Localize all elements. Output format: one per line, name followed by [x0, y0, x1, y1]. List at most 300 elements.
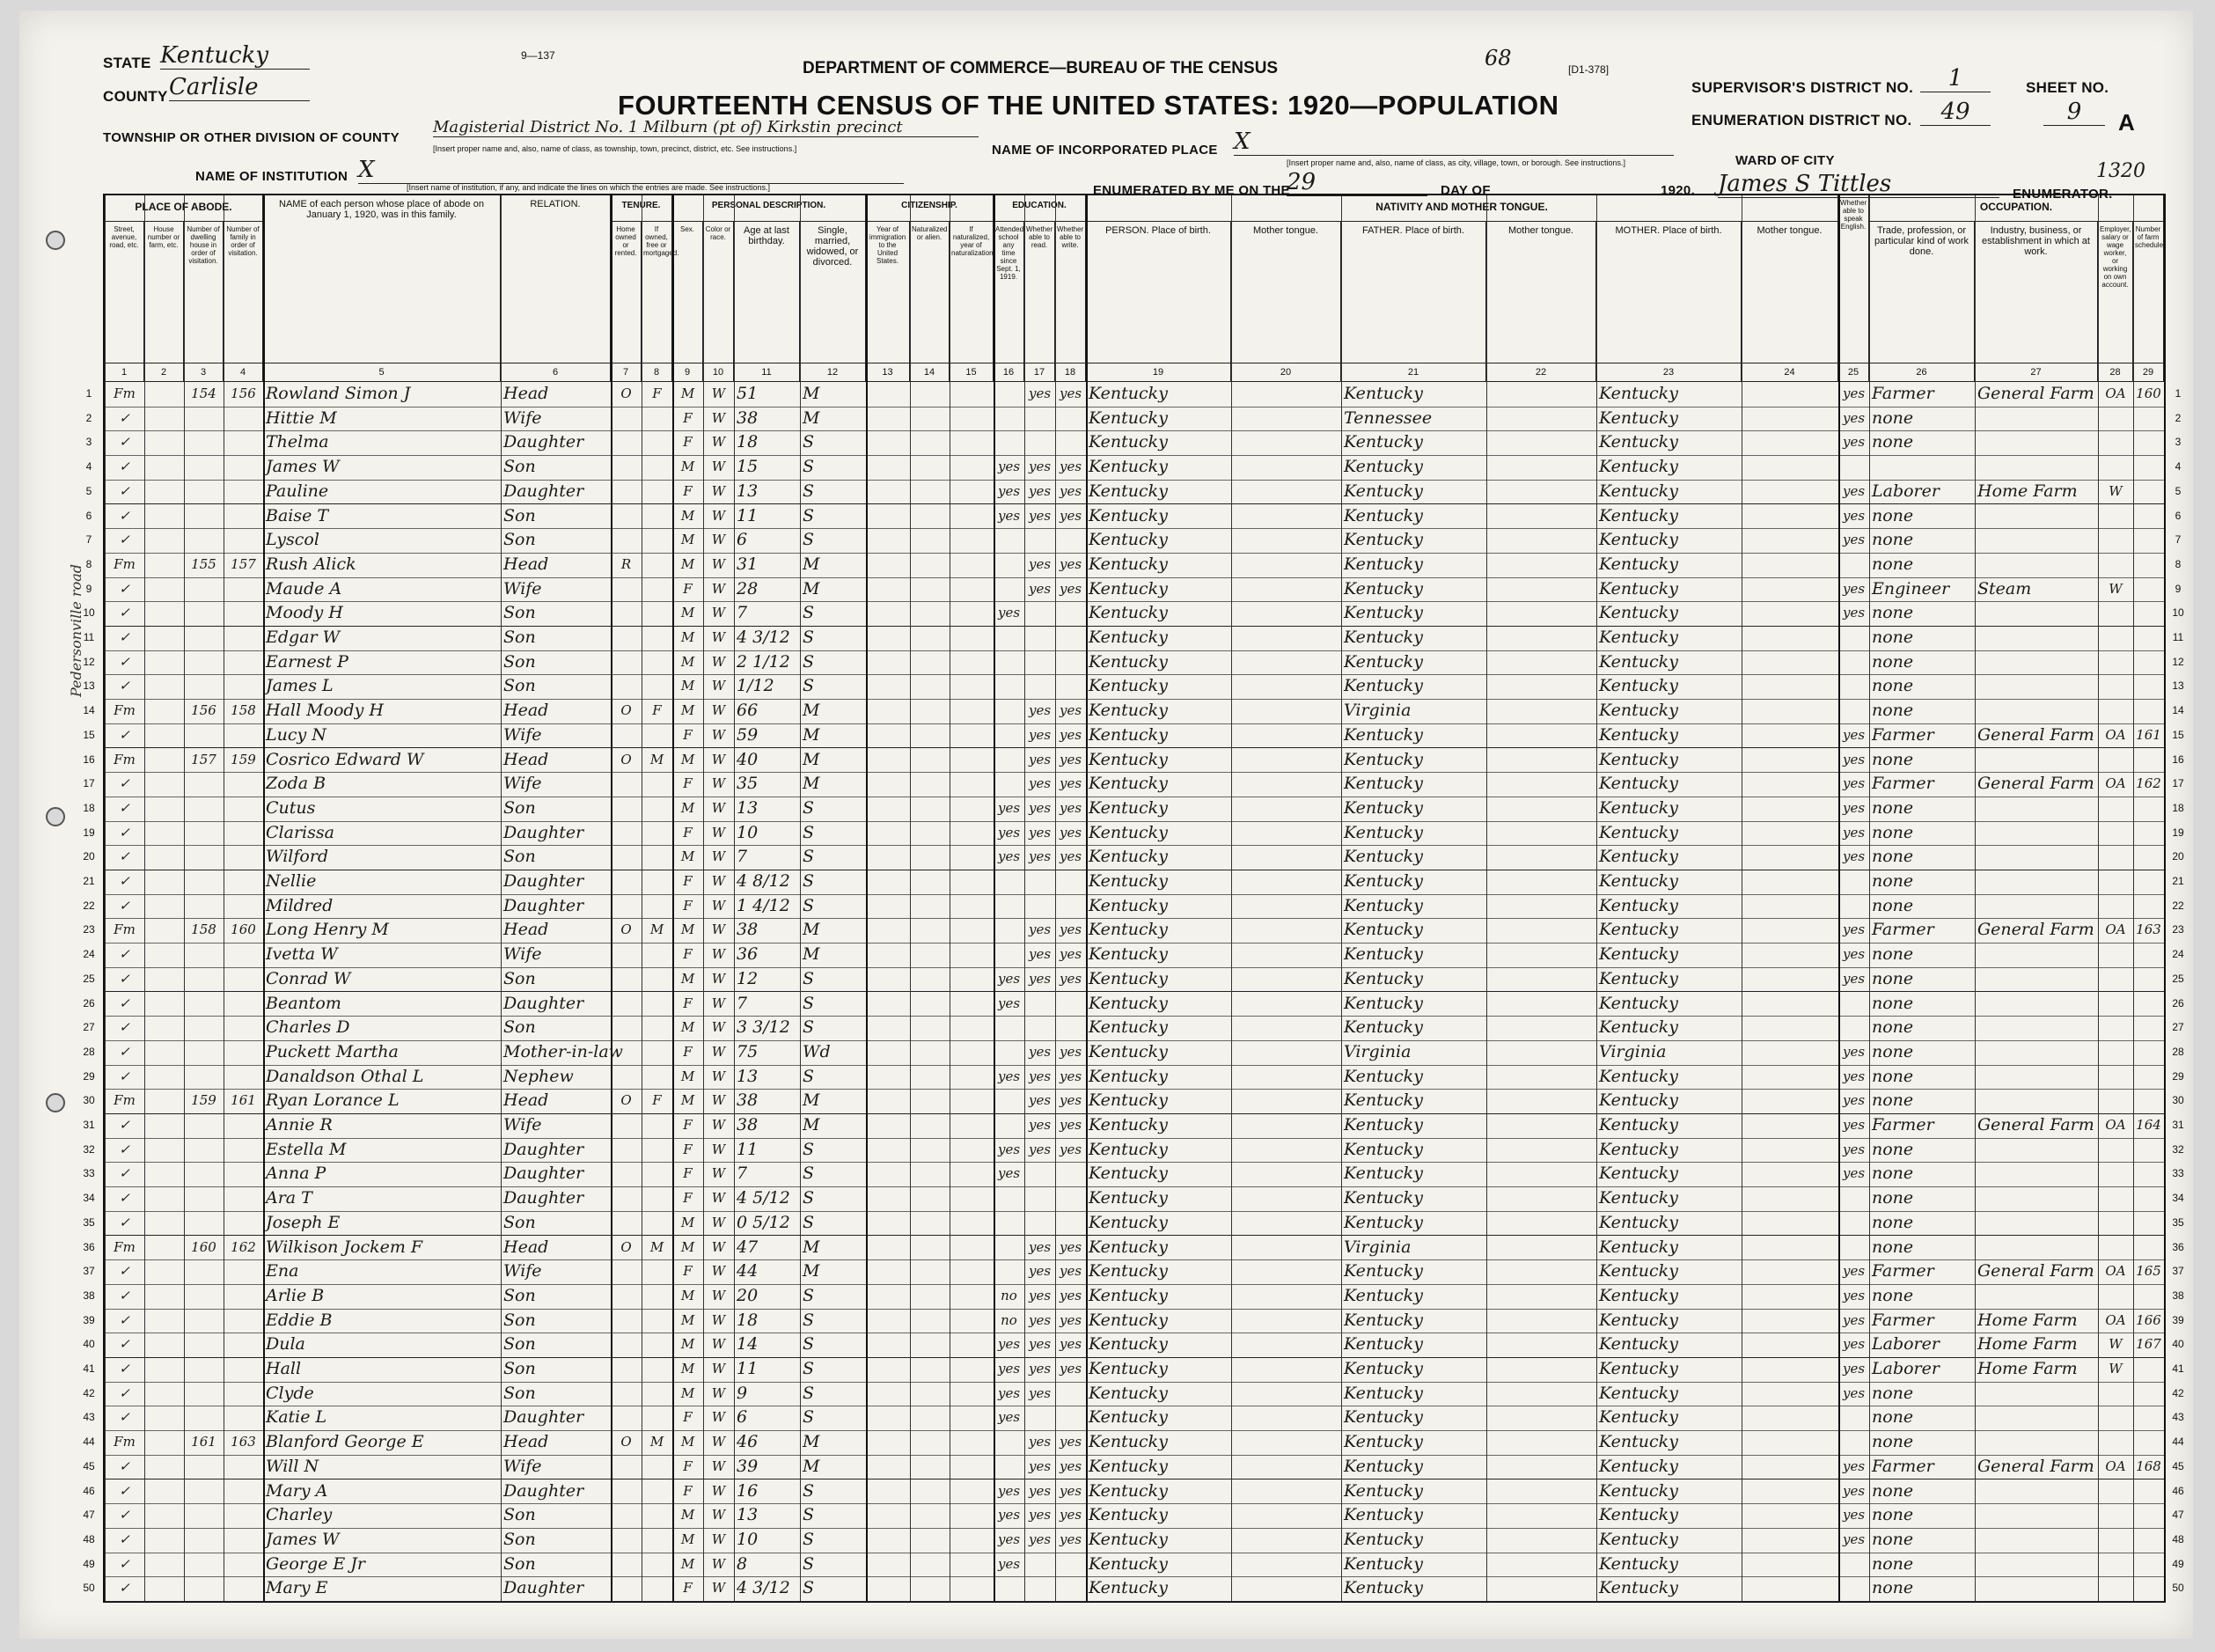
cell-fb: Kentucky — [1344, 1310, 1423, 1330]
cell-rel: Son — [503, 1334, 536, 1355]
cell-emp: W — [2109, 482, 2123, 499]
cell-fm — [644, 967, 670, 991]
column-divider — [1341, 195, 1342, 1601]
line-number: 31 — [83, 1119, 95, 1131]
line-number: 8 — [85, 557, 92, 570]
cell-c3 — [187, 1528, 221, 1552]
column-divider — [2133, 195, 2134, 1601]
line-number: 4 — [85, 460, 92, 474]
cell-sex: F — [683, 434, 693, 451]
line-number-right: 8 — [2175, 557, 2182, 570]
cell-sex: M — [680, 702, 695, 719]
cell-race: W — [711, 434, 726, 451]
cell-fb: Kentucky — [1344, 457, 1423, 477]
cell-own — [613, 1455, 639, 1479]
cell-ms: S — [803, 1407, 815, 1428]
cell-c1: ✓ — [119, 1311, 130, 1328]
cell-fb: Kentucky — [1344, 628, 1423, 647]
cell-ind — [1977, 601, 2095, 625]
cell-c3 — [187, 1259, 221, 1283]
table-row — [83, 1430, 2184, 1456]
table-row — [83, 1065, 2184, 1090]
cell-rel: Son — [503, 1212, 536, 1232]
cell-sex: F — [683, 824, 693, 841]
cell-occ: Farmer — [1872, 384, 1934, 403]
cell-fb: Kentucky — [1344, 1480, 1423, 1501]
line-number-right: 22 — [2172, 899, 2184, 912]
line-number: 36 — [83, 1240, 95, 1253]
column-header-27: Industry, business, or establishment in which at work. — [1975, 222, 2098, 363]
cell-eng: yes — [1842, 1141, 1866, 1157]
cell-c4 — [226, 1259, 260, 1283]
cell-pb: Kentucky — [1089, 993, 1168, 1013]
line-number: 26 — [83, 996, 95, 1010]
cell-wr: yes — [1059, 775, 1082, 792]
cell-rel: Head — [503, 701, 549, 721]
cell-name: Hall Moody H — [266, 701, 384, 721]
cell-name: James W — [266, 457, 340, 477]
line-number: 42 — [83, 1386, 95, 1399]
cell-pb: Kentucky — [1089, 1334, 1168, 1355]
column-header-1: Street, avenue, road, etc. — [105, 222, 144, 363]
cell-occ: none — [1872, 1407, 1914, 1428]
column-divider — [501, 195, 502, 1601]
cell-name: Lyscol — [266, 530, 319, 550]
cell-farm — [2136, 1040, 2161, 1064]
cell-fb: Kentucky — [1344, 1407, 1423, 1428]
cell-c3 — [187, 821, 221, 845]
cell-eng — [1841, 1576, 1867, 1600]
cell-sch — [996, 1016, 1022, 1039]
cell-race: W — [711, 848, 726, 865]
cell-age: 15 — [737, 457, 759, 477]
cell-age: 13 — [737, 1505, 759, 1525]
cell-rd: yes — [1028, 555, 1052, 572]
table-row — [83, 1503, 2184, 1529]
cell-name: Conrad W — [266, 968, 351, 988]
cell-mb: Kentucky — [1599, 530, 1678, 550]
cell-rel: Head — [503, 554, 549, 574]
cell-c3 — [187, 1553, 221, 1576]
cell-c1: ✓ — [119, 1190, 130, 1207]
cell-age: 18 — [737, 1310, 759, 1330]
cell-emp — [2101, 992, 2131, 1016]
cell-race: W — [711, 532, 726, 548]
cell-c4: 157 — [231, 555, 256, 572]
cell-occ: none — [1872, 554, 1914, 574]
cell-sex: F — [683, 1482, 693, 1499]
line-number: 1 — [85, 387, 92, 400]
cell-rd: yes — [1028, 824, 1052, 841]
cell-sex: F — [683, 1457, 693, 1474]
cell-c4 — [226, 1016, 260, 1039]
cell-occ: Farmer — [1872, 1310, 1934, 1330]
cell-occ: Farmer — [1872, 920, 1934, 940]
cell-age: 39 — [737, 1456, 759, 1476]
cell-eng: yes — [1842, 1482, 1866, 1499]
line-number-right: 2 — [2175, 411, 2182, 424]
cell-fb: Kentucky — [1344, 554, 1423, 574]
table-row — [83, 1406, 2184, 1431]
cell-mb: Kentucky — [1599, 1139, 1678, 1159]
cell-name: Hall — [266, 1359, 302, 1378]
cell-farm — [2136, 992, 2161, 1016]
cell-pb: Kentucky — [1089, 578, 1168, 598]
cell-c4 — [226, 967, 260, 991]
line-number: 49 — [83, 1557, 95, 1570]
cell-fb: Kentucky — [1344, 1383, 1423, 1403]
line-number-right: 7 — [2175, 533, 2182, 547]
cell-c1: ✓ — [119, 653, 130, 670]
cell-race: W — [711, 409, 726, 426]
cell-sex: M — [680, 1311, 695, 1328]
cell-rd — [1027, 528, 1052, 552]
cell-c3 — [187, 1040, 221, 1064]
cell-sex: M — [680, 1287, 695, 1303]
cell-occ: Laborer — [1872, 1359, 1940, 1378]
cell-fm — [644, 528, 670, 552]
cell-fm — [644, 1576, 670, 1600]
cell-c4 — [226, 528, 260, 552]
sheet-value: 9 — [2043, 99, 2105, 126]
cell-rel: Son — [503, 1505, 536, 1525]
cell-c4: 161 — [231, 1092, 256, 1109]
table-row — [83, 674, 2184, 700]
cell-farm — [2136, 1430, 2161, 1454]
cell-name: Clarissa — [266, 822, 334, 842]
table-row — [83, 1186, 2184, 1212]
column-number: 26 — [1869, 363, 1975, 382]
table-row — [85, 407, 2182, 432]
cell-sex: M — [680, 1238, 695, 1255]
cell-rd: yes — [1028, 1457, 1052, 1474]
cell-occ: Laborer — [1872, 481, 1940, 501]
cell-farm — [2136, 943, 2161, 966]
cell-rd — [1027, 650, 1052, 674]
cell-c1: ✓ — [119, 1507, 130, 1524]
cell-c3 — [187, 1284, 221, 1308]
line-number: 20 — [83, 850, 95, 863]
cell-eng: yes — [1842, 824, 1866, 841]
cell-race: W — [711, 1141, 726, 1157]
table-row — [83, 821, 2184, 847]
line-number-right: 25 — [2172, 972, 2184, 985]
cell-eng: yes — [1842, 799, 1866, 816]
cell-rd: yes — [1028, 1238, 1052, 1255]
cell-wr: yes — [1059, 799, 1082, 816]
cell-emp — [2101, 528, 2131, 552]
cell-fb: Kentucky — [1344, 1359, 1423, 1378]
cell-mb: Kentucky — [1599, 505, 1678, 525]
line-number-right: 28 — [2172, 1045, 2184, 1058]
cell-occ: none — [1872, 407, 1914, 428]
group-citizenship: CITIZENSHIP. — [866, 195, 994, 222]
cell-fm: F — [652, 702, 662, 719]
cell-fm — [644, 480, 670, 503]
line-number: 44 — [83, 1435, 95, 1449]
cell-ind: Home Farm — [1977, 481, 2078, 501]
line-number: 29 — [83, 1069, 95, 1083]
column-number: 27 — [1975, 363, 2098, 382]
line-number-right: 46 — [2172, 1484, 2184, 1497]
cell-c3 — [187, 577, 221, 601]
cell-farm — [2136, 407, 2161, 430]
cell-sch — [996, 943, 1022, 966]
cell-ind — [1977, 1479, 2095, 1503]
cell-ind: Home Farm — [1977, 1310, 2078, 1330]
line-number: 32 — [83, 1142, 95, 1156]
cell-pb: Kentucky — [1089, 944, 1168, 965]
cell-emp — [2101, 821, 2131, 845]
cell-emp — [2101, 430, 2131, 454]
cell-sch: yes — [997, 605, 1021, 621]
cell-race: W — [711, 995, 726, 1011]
cell-rd — [1027, 1406, 1052, 1429]
cell-emp — [2101, 943, 2131, 966]
cell-ms: S — [803, 1285, 815, 1305]
cell-race: W — [711, 921, 726, 938]
cell-c1: ✓ — [119, 1165, 130, 1182]
cell-c1: ✓ — [119, 1043, 130, 1060]
cell-name: Joseph E — [266, 1212, 341, 1232]
cell-c4 — [226, 1503, 260, 1527]
punch-hole — [46, 231, 65, 250]
cell-rd — [1027, 870, 1052, 893]
cell-c1: Fm — [114, 1238, 136, 1255]
cell-farm — [2136, 1503, 2161, 1527]
cell-sch: yes — [997, 799, 1021, 816]
cell-race: W — [711, 459, 726, 475]
cell-mb: Kentucky — [1599, 603, 1678, 623]
cell-ms: S — [803, 1139, 815, 1159]
cell-ms: S — [803, 797, 815, 818]
cell-name: Rush Alick — [266, 554, 356, 574]
cell-fb: Kentucky — [1344, 797, 1423, 818]
cell-sex: F — [683, 726, 693, 743]
cell-mb: Kentucky — [1599, 871, 1678, 891]
cell-race: W — [711, 726, 726, 743]
cell-pb: Kentucky — [1089, 1115, 1168, 1134]
cell-farm — [2136, 1479, 2161, 1503]
cell-fb: Kentucky — [1344, 1285, 1423, 1305]
cell-fb: Kentucky — [1344, 944, 1423, 965]
cell-eng: yes — [1842, 605, 1866, 621]
cell-wr: yes — [1059, 702, 1082, 719]
cell-rd: yes — [1028, 459, 1052, 475]
line-number-right: 1 — [2175, 387, 2182, 400]
line-number-right: 29 — [2172, 1069, 2184, 1083]
cell-sch: yes — [997, 507, 1021, 524]
cell-emp: OA — [2105, 1117, 2126, 1133]
cell-occ: Farmer — [1872, 724, 1934, 745]
cell-rd: yes — [1028, 702, 1052, 719]
cell-sch: yes — [997, 970, 1021, 987]
table-row — [83, 1040, 2184, 1066]
cell-rd — [1027, 1576, 1052, 1600]
cell-fb: Kentucky — [1344, 1578, 1423, 1598]
cell-ind — [1977, 1138, 2095, 1162]
group-tenure: TENURE. — [611, 195, 672, 222]
line-number-right: 36 — [2172, 1240, 2184, 1253]
column-number: 14 — [910, 363, 950, 382]
table-row — [85, 577, 2182, 603]
cell-fb: Kentucky — [1344, 530, 1423, 550]
cell-fb: Tennessee — [1344, 407, 1433, 428]
cell-sch: yes — [997, 1361, 1021, 1377]
cell-wr — [1058, 894, 1083, 918]
cell-eng: yes — [1842, 1507, 1866, 1524]
cell-wr — [1058, 1576, 1083, 1600]
cell-fm — [644, 1138, 670, 1162]
cell-wr: yes — [1059, 482, 1082, 499]
cell-c4 — [226, 1113, 260, 1137]
cell-c3 — [187, 1503, 221, 1527]
cell-age: 35 — [737, 774, 759, 794]
cell-mb: Kentucky — [1599, 944, 1678, 965]
cell-wr: yes — [1059, 1263, 1082, 1280]
cell-sch: yes — [997, 995, 1021, 1011]
cell-age: 4 3/12 — [737, 628, 790, 647]
cell-occ: none — [1872, 1237, 1914, 1257]
cell-race: W — [711, 385, 726, 401]
column-number: 2 — [144, 363, 184, 382]
cell-rel: Son — [503, 797, 536, 818]
cell-c3 — [187, 650, 221, 674]
cell-sex: M — [680, 1507, 695, 1524]
cell-rel: Wife — [503, 1456, 542, 1476]
cell-fb: Kentucky — [1344, 749, 1423, 769]
cell-farm — [2136, 821, 2161, 845]
cell-c1: Fm — [114, 921, 136, 938]
cell-occ: none — [1872, 1188, 1914, 1208]
cell-age: 1 4/12 — [737, 895, 790, 915]
cell-name: Danaldson Othal L — [266, 1066, 424, 1086]
table-row — [83, 967, 2184, 993]
cell-fm — [644, 504, 670, 528]
column-number: 9 — [672, 363, 703, 382]
cell-rd: yes — [1028, 775, 1052, 792]
cell-own — [613, 845, 639, 869]
cell-name: Long Henry M — [266, 920, 389, 940]
cell-ms: S — [803, 822, 815, 842]
cell-wr — [1058, 1016, 1083, 1039]
column-number: 12 — [800, 363, 866, 382]
cell-occ: none — [1872, 1164, 1914, 1184]
cell-emp — [2101, 626, 2131, 650]
cell-emp: W — [2109, 1361, 2123, 1377]
line-number-right: 6 — [2175, 509, 2182, 522]
cell-mb: Kentucky — [1599, 1383, 1678, 1403]
line-number: 13 — [83, 679, 95, 693]
cell-c4 — [226, 430, 260, 454]
cell-age: 38 — [737, 920, 759, 940]
institution-label: NAME OF INSTITUTION — [195, 169, 348, 184]
cell-c4: 158 — [231, 702, 256, 719]
cell-c1: ✓ — [119, 434, 130, 451]
column-header-16: Attended school any time since Sept. 1, 1919. — [994, 222, 1024, 363]
cell-ms: S — [803, 1553, 815, 1574]
form-code: [D1-378] — [1568, 63, 1610, 76]
cell-farm — [2136, 1016, 2161, 1039]
cell-farm — [2136, 894, 2161, 918]
column-number: 24 — [1742, 363, 1838, 382]
table-row — [83, 1357, 2184, 1383]
cell-fb: Kentucky — [1344, 1090, 1423, 1111]
cell-race: W — [711, 1361, 726, 1377]
cell-ind — [1977, 528, 2095, 552]
table-row — [83, 772, 2184, 797]
cell-c3: 159 — [191, 1092, 216, 1109]
cell-wr: yes — [1059, 751, 1082, 767]
cell-rel: Wife — [503, 774, 542, 794]
cell-eng: yes — [1842, 1311, 1866, 1328]
cell-name: Puckett Martha — [266, 1041, 399, 1061]
cell-ind — [1977, 674, 2095, 698]
cell-own — [613, 1553, 639, 1576]
cell-ms: S — [803, 603, 815, 623]
column-number: 13 — [866, 363, 910, 382]
cell-wr: yes — [1059, 385, 1082, 401]
cell-pb: Kentucky — [1089, 1285, 1168, 1305]
cell-ind — [1977, 1065, 2095, 1089]
cell-emp — [2101, 1284, 2131, 1308]
line-number: 2 — [85, 411, 92, 424]
cell-sex: M — [680, 921, 695, 938]
table-row — [83, 992, 2184, 1017]
cell-pb: Kentucky — [1089, 1066, 1168, 1086]
table-row — [83, 1089, 2184, 1114]
cell-sex: M — [680, 653, 695, 670]
cell-rd: yes — [1028, 1092, 1052, 1109]
cell-ind — [1977, 797, 2095, 820]
cell-farm — [2136, 674, 2161, 698]
cell-fb: Kentucky — [1344, 1139, 1423, 1159]
line-number: 41 — [83, 1362, 95, 1375]
line-number-right: 15 — [2172, 728, 2184, 741]
cell-fb: Virginia — [1344, 1237, 1412, 1257]
cell-sch — [996, 528, 1022, 552]
cell-rd: yes — [1028, 1117, 1052, 1133]
cell-c3 — [187, 943, 221, 966]
cell-ms: M — [803, 724, 820, 745]
cell-emp: OA — [2105, 1263, 2126, 1280]
cell-sex: F — [683, 995, 693, 1011]
cell-fb: Kentucky — [1344, 1115, 1423, 1134]
cell-ms: Wd — [803, 1041, 831, 1061]
cell-age: 59 — [737, 724, 759, 745]
cell-own — [613, 870, 639, 893]
cell-age: 38 — [737, 1115, 759, 1134]
table-row — [83, 918, 2184, 943]
cell-rd — [1027, 601, 1052, 625]
cell-mb: Kentucky — [1599, 481, 1678, 501]
cell-sex: M — [680, 848, 695, 865]
cell-sex: M — [680, 799, 695, 816]
table-row — [83, 1113, 2184, 1139]
table-row — [85, 455, 2182, 481]
cell-fb: Kentucky — [1344, 871, 1423, 891]
cell-rel: Wife — [503, 944, 542, 965]
cell-emp — [2101, 504, 2131, 528]
cell-ms: S — [803, 871, 815, 891]
cell-c4 — [226, 480, 260, 503]
cell-fm — [644, 1186, 670, 1210]
cell-ind — [1977, 1284, 2095, 1308]
cell-rel: Head — [503, 1237, 549, 1257]
cell-rd — [1027, 894, 1052, 918]
cell-own — [613, 407, 639, 430]
cell-age: 38 — [737, 1090, 759, 1111]
